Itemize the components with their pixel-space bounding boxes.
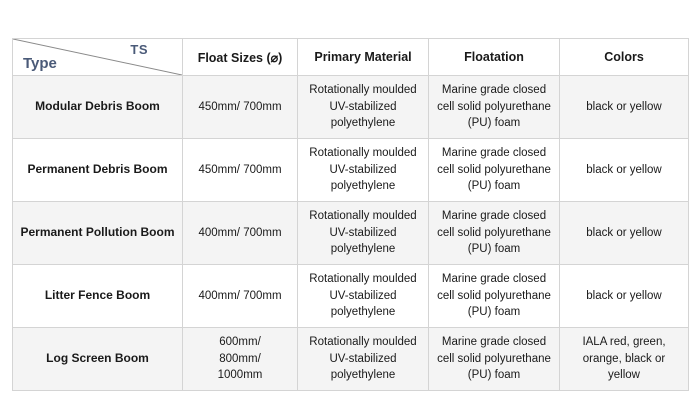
text-line: UV-stabilized: [329, 226, 397, 239]
table-row: [13, 328, 689, 391]
cell-floatation: [429, 139, 560, 202]
text-line: 450mm/ 700mm: [198, 100, 282, 113]
text-line: Rotationally moulded: [309, 209, 417, 222]
cell-type: Permanent Pollution Boom: [13, 202, 183, 265]
table-row: [13, 202, 689, 265]
column-header-colors: Colors: [560, 39, 689, 76]
cell-colors: [560, 76, 689, 139]
cell-floatation: [429, 328, 560, 391]
text-line: Rotationally moulded: [309, 83, 417, 96]
text-line: UV-stabilized: [329, 352, 397, 365]
text-line: IALA red, green,: [582, 335, 666, 348]
text-line: 400mm/ 700mm: [198, 289, 282, 302]
cell-float-sizes: [183, 265, 298, 328]
table-header-row: [13, 39, 689, 76]
text-line: UV-stabilized: [329, 163, 397, 176]
cell-float-sizes: [183, 76, 298, 139]
table-row: [13, 76, 689, 139]
cell-float-sizes: [183, 139, 298, 202]
text-line: 400mm/ 700mm: [198, 226, 282, 239]
corner-col-label: TS: [130, 42, 148, 57]
cell-colors: [560, 265, 689, 328]
cell-float-sizes: [183, 328, 298, 391]
cell-float-sizes: [183, 202, 298, 265]
text-line: black or yellow: [586, 163, 662, 176]
column-header-floatation: Floatation: [429, 39, 560, 76]
cell-primary-material: [298, 265, 429, 328]
text-line: cell solid polyurethane: [437, 100, 551, 113]
text-line: polyethylene: [330, 180, 396, 193]
cell-floatation: [429, 76, 560, 139]
text-line: Rotationally moulded: [309, 335, 417, 348]
text-line: cell solid polyurethane: [437, 163, 551, 176]
table-row: [13, 265, 689, 328]
cell-primary-material: [298, 328, 429, 391]
spec-table-container: [12, 38, 688, 391]
cell-primary-material: [298, 202, 429, 265]
cell-colors: [560, 139, 689, 202]
table-corner-header: [13, 39, 183, 76]
text-line: black or yellow: [586, 289, 662, 302]
text-line: cell solid polyurethane: [437, 226, 551, 239]
text-line: 1000mm: [217, 369, 263, 382]
text-line: 600mm/: [219, 335, 261, 348]
corner-row-label: Type: [23, 55, 57, 72]
text-line: polyethylene: [330, 306, 396, 319]
text-line: black or yellow: [586, 226, 662, 239]
cell-type: Modular Debris Boom: [13, 76, 183, 139]
text-line: 450mm/ 700mm: [198, 163, 282, 176]
corner-inner: [13, 39, 182, 75]
text-line: Rotationally moulded: [309, 146, 417, 159]
text-line: Marine grade closed: [441, 146, 547, 159]
cell-colors: [560, 202, 689, 265]
cell-primary-material: [298, 139, 429, 202]
cell-floatation: [429, 265, 560, 328]
table-body: [13, 76, 689, 391]
cell-primary-material: [298, 76, 429, 139]
text-line: Rotationally moulded: [309, 272, 417, 285]
cell-type: Log Screen Boom: [13, 328, 183, 391]
cell-floatation: [429, 202, 560, 265]
text-line: polyethylene: [330, 369, 396, 382]
text-line: cell solid polyurethane: [437, 289, 551, 302]
specification-table: [12, 38, 689, 391]
text-line: (PU) foam: [467, 117, 521, 130]
text-line: black or yellow: [586, 100, 662, 113]
table-row: [13, 139, 689, 202]
text-line: Marine grade closed: [441, 335, 547, 348]
text-line: UV-stabilized: [329, 289, 397, 302]
text-line: (PU) foam: [467, 243, 521, 256]
text-line: orange, black or yellow: [582, 352, 666, 382]
cell-colors: [560, 328, 689, 391]
text-line: UV-stabilized: [329, 100, 397, 113]
text-line: (PU) foam: [467, 306, 521, 319]
text-line: 800mm/: [219, 352, 261, 365]
text-line: Marine grade closed: [441, 209, 547, 222]
text-line: Marine grade closed: [441, 83, 547, 96]
text-line: (PU) foam: [467, 180, 521, 193]
text-line: polyethylene: [330, 243, 396, 256]
text-line: polyethylene: [330, 117, 396, 130]
column-header-primary-material: Primary Material: [298, 39, 429, 76]
text-line: cell solid polyurethane: [437, 352, 551, 365]
cell-type: Permanent Debris Boom: [13, 139, 183, 202]
text-line: Marine grade closed: [441, 272, 547, 285]
column-header-float-sizes: Float Sizes (⌀): [183, 39, 298, 76]
cell-type: Litter Fence Boom: [13, 265, 183, 328]
text-line: (PU) foam: [467, 369, 521, 382]
